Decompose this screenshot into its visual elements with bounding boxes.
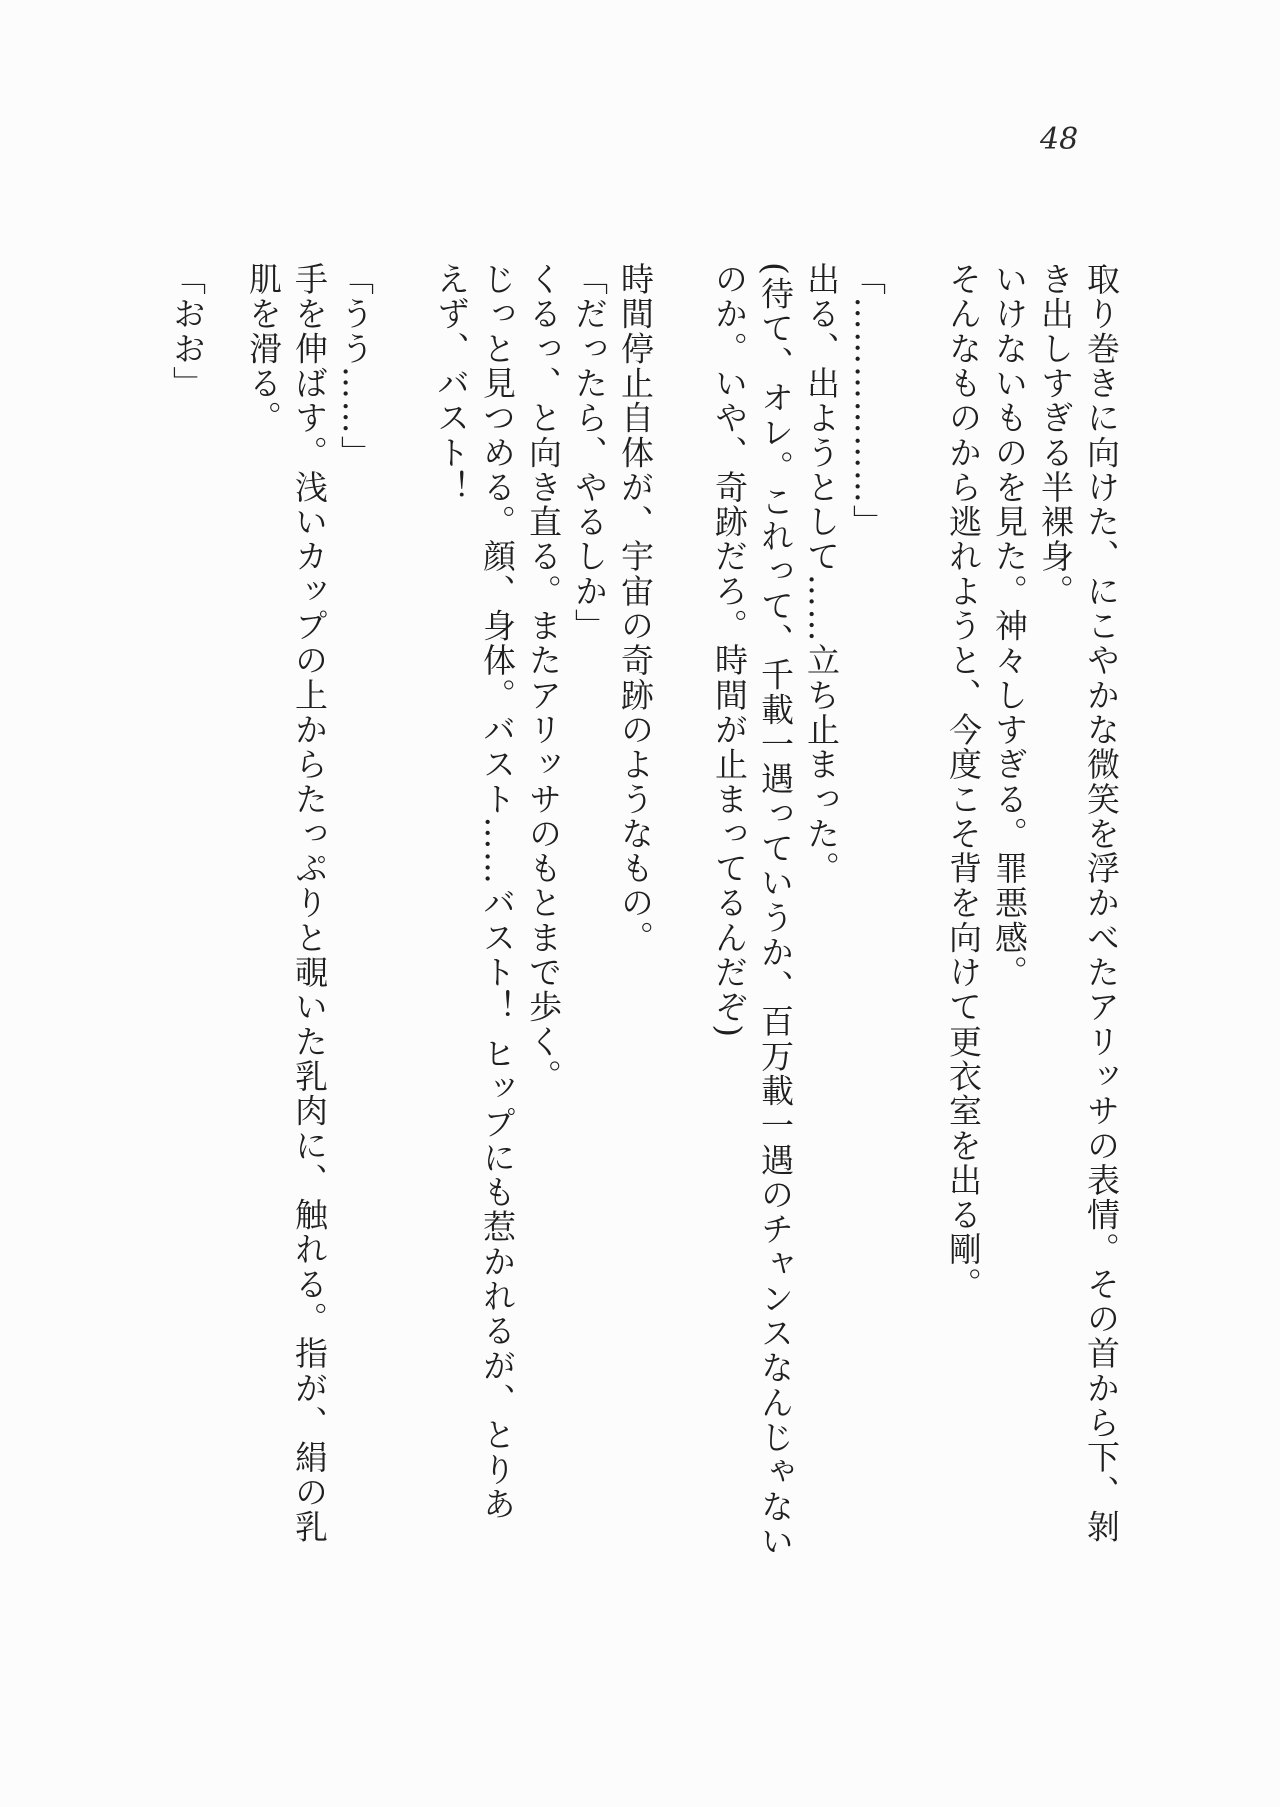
text-line: 出る、出ようとして……立ち止まった。	[802, 262, 841, 886]
text-line: 「………………」	[848, 262, 887, 540]
text-line: 「だったら、やるしか」	[570, 262, 609, 644]
text-line: のか。いや、奇跡だろ。時間が止まってるんだぞ)	[710, 262, 749, 1039]
text-line: 「おお」	[168, 262, 207, 401]
text-line: そんなものから逃れようと、今度こそ背を向けて更衣室を出る剛。	[944, 262, 983, 1302]
text-line: 取り巻きに向けた、にこやかな微笑を浮かべたアリッサの表情。その首から下、剝	[1082, 262, 1121, 1545]
text-line: えず、バスト！	[432, 262, 471, 505]
text-line: くるっ、と向き直る。またアリッサのもとまで歩く。	[524, 262, 563, 1094]
text-line: 「うう……」	[336, 262, 375, 470]
text-line: (待て、オレ。これって、千載一遇っていうか、百万載一遇のチャンスなんじゃない	[756, 262, 795, 1559]
text-line: 肌を滑る。	[244, 262, 283, 436]
text-line: 手を伸ばす。浅いカップの上からたっぷりと覗いた乳肉に、触れる。指が、絹の乳	[290, 262, 329, 1545]
text-line: 時間停止自体が、宇宙の奇跡のようなもの。	[616, 262, 655, 955]
text-line: き出しすぎる半裸身。	[1036, 262, 1075, 609]
text-line: じっと見つめる。顔、身体。バスト……バスト！ ヒップにも惹かれるが、とりあ	[478, 262, 517, 1522]
text-line: いけないものを見た。神々しすぎる。罪悪感。	[990, 262, 1029, 990]
page-number: 48	[1040, 122, 1079, 157]
